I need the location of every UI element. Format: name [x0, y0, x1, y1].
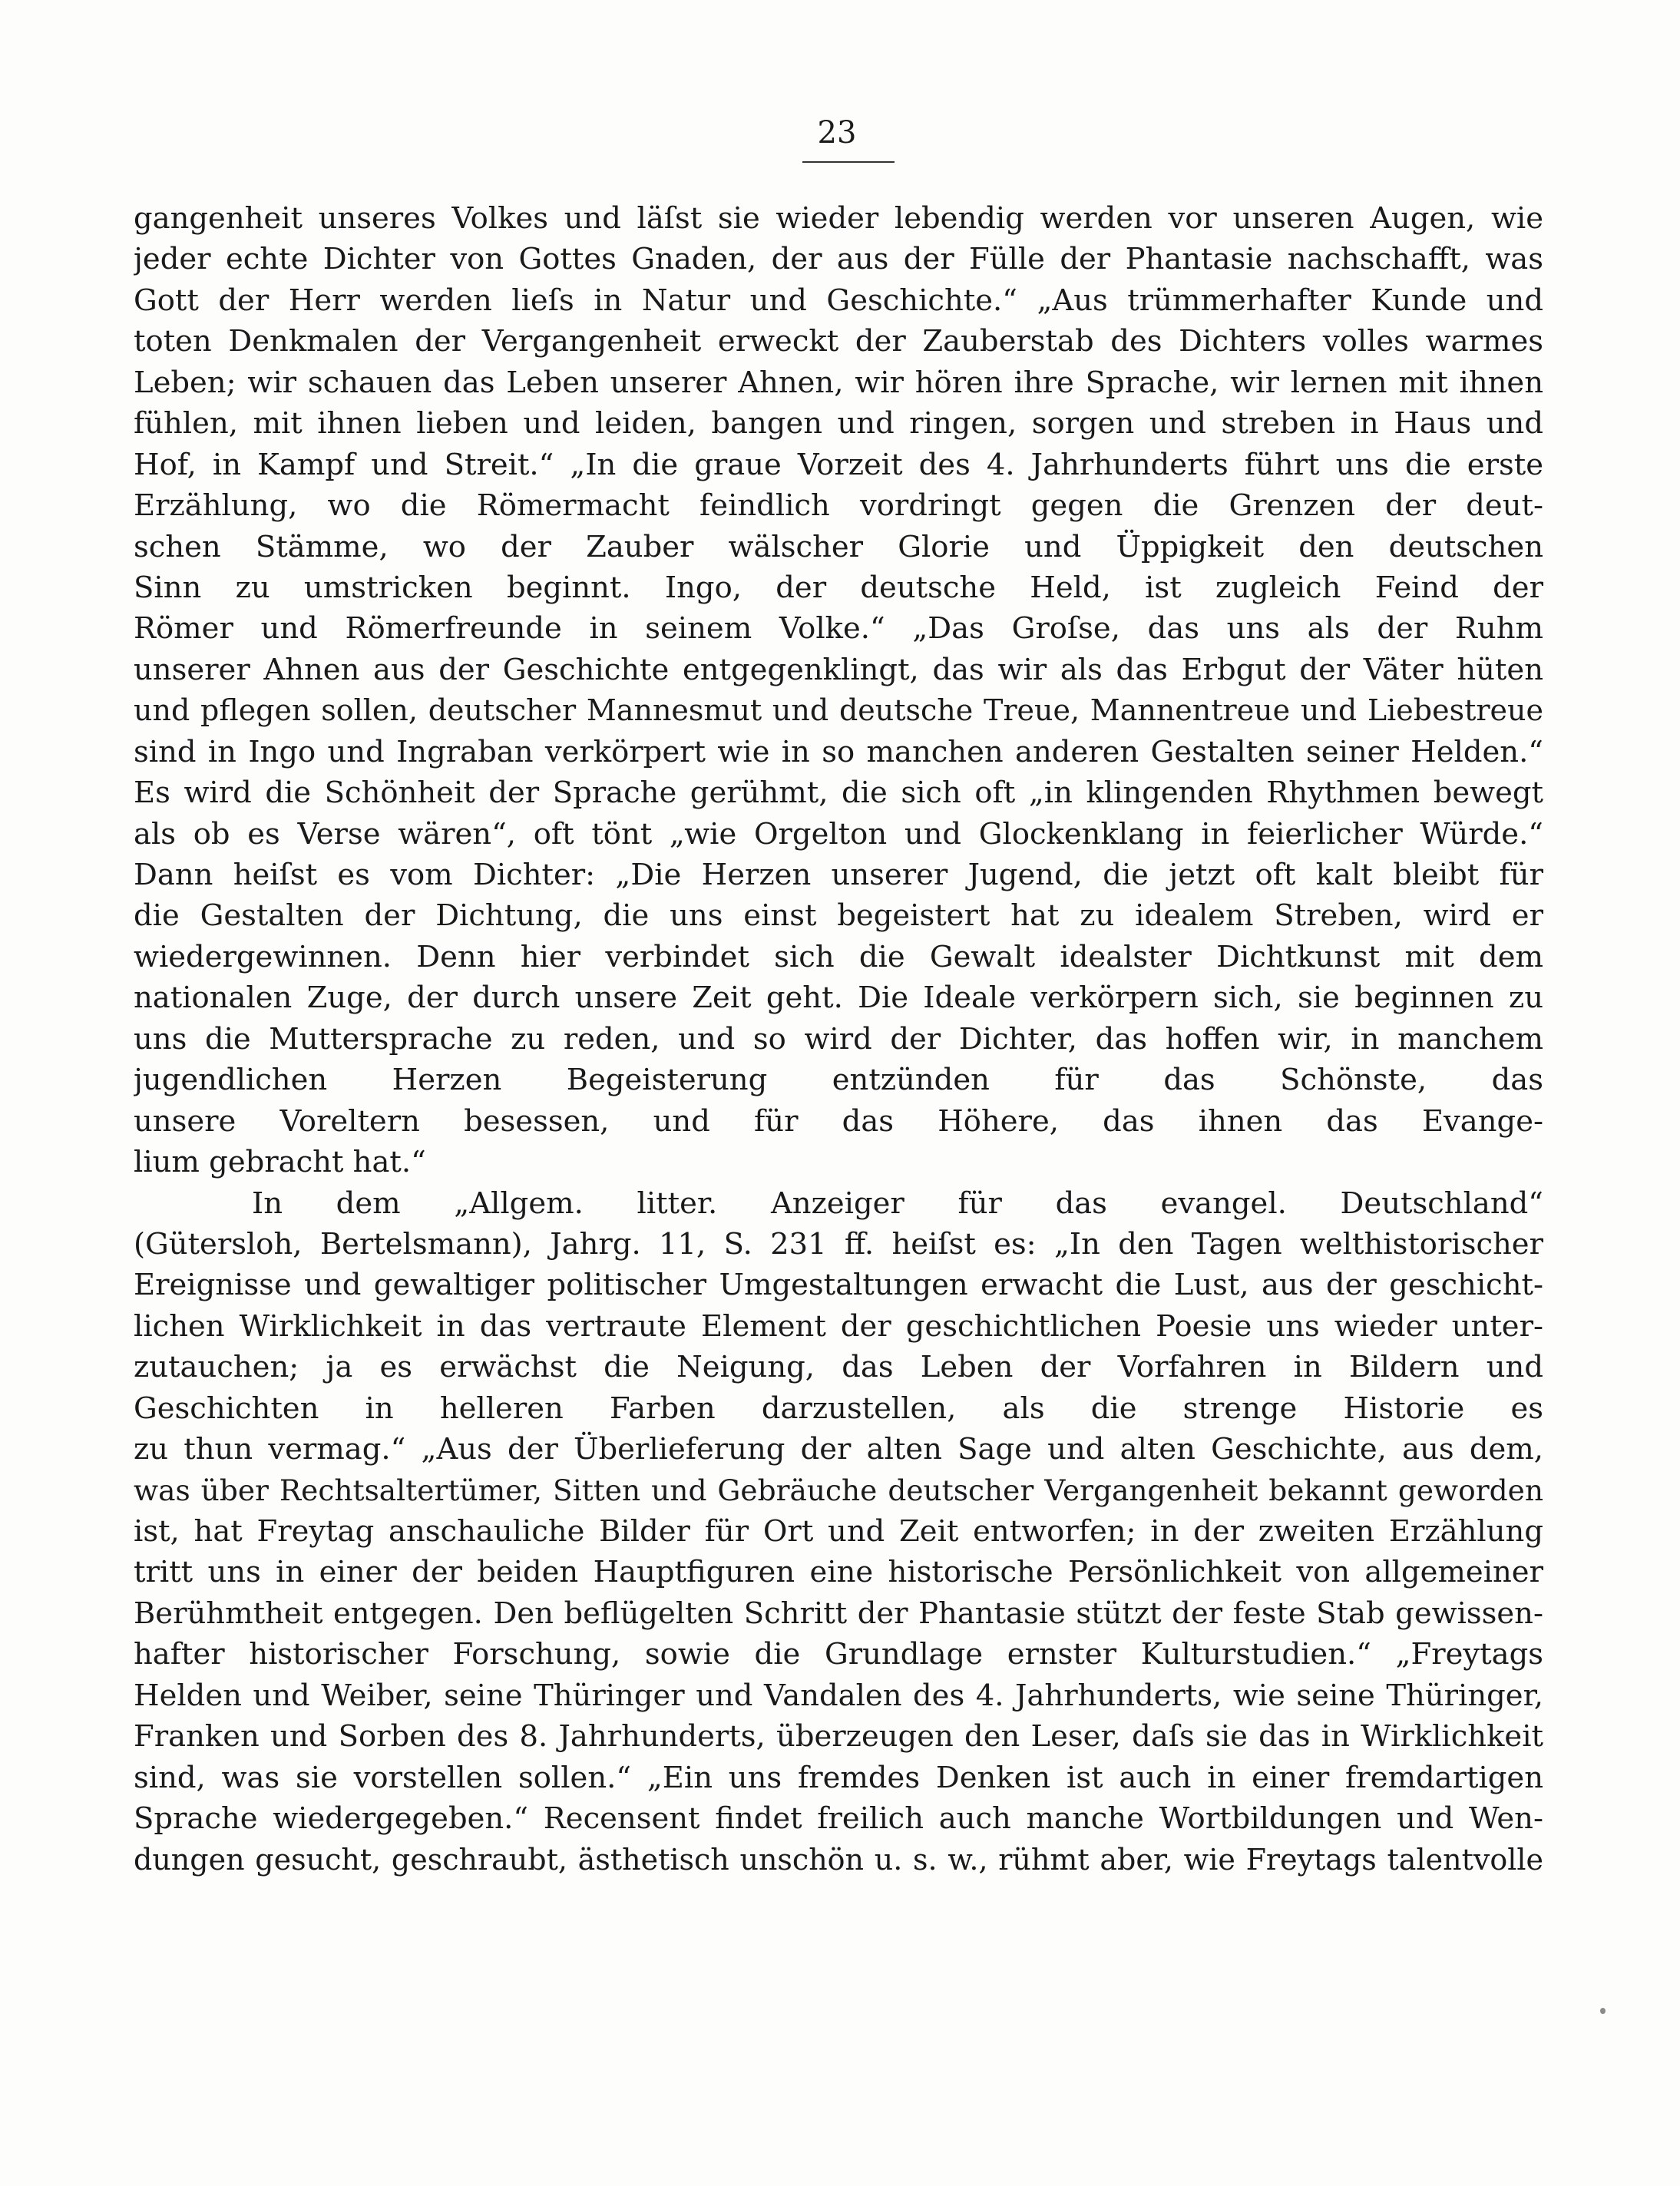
text-line: jugendlichen Herzen Begeisterung entzünden für das Schönste, das [134, 1063, 1543, 1098]
text-line: nationalen Zuge, der durch unsere Zeit geht. Die Ideale verkörpern sich, sie beginnen zu [134, 981, 1543, 1016]
text-line: toten Denkmalen der Vergangenheit erweckt der Zauberstab des Dichters volles warmes [134, 324, 1543, 359]
text-line: unserer Ahnen aus der Geschichte entgegenklingt, das wir als das Erbgut der Väter hüten [134, 652, 1543, 687]
text-line: fühlen, mit ihnen lieben und leiden, bangen und ringen, sorgen und streben in Haus und [134, 406, 1543, 441]
text-line: gangenheit unseres Volkes und läſst sie wieder lebendig werden vor unseren Augen, wie [134, 201, 1543, 236]
page-number: 23 [817, 115, 857, 150]
text-line: Geschichten in helleren Farben darzustellen, als die strenge Historie es [134, 1391, 1543, 1426]
text-line: tritt uns in einer der beiden Hauptfiguren eine historische Persönlichkeit von allgemeiner [134, 1555, 1543, 1590]
text-line: Berühmtheit entgegen. Den beflügelten Schritt der Phantasie stützt der feste Stab gewissen- [134, 1596, 1543, 1631]
text-line: (Gütersloh, Bertelsmann), Jahrg. 11, S. 231 ff. heiſst es: „In den Tagen welthistorischer [134, 1226, 1543, 1262]
text-line: uns die Muttersprache zu reden, und so wird der Dichter, das hoffen wir, in manchem [134, 1021, 1543, 1057]
text-line: dungen gesucht, geschraubt, ästhetisch unschön u. s. w., rühmt aber, wie Freytags talentvolle [134, 1842, 1543, 1877]
text-line: Erzählung, wo die Römermacht feindlich vordringt gegen die Grenzen der deut- [134, 488, 1543, 524]
text-line: unsere Voreltern besessen, und für das Höhere, das ihnen das Evange- [134, 1103, 1543, 1139]
text-line: lichen Wirklichkeit in das vertraute Element der geschichtlichen Poesie uns wieder unter- [134, 1308, 1543, 1344]
text-line: als ob es Verse wären“, oft tönt „wie Orgelton und Glockenklang in feierlicher Würde.“ [134, 816, 1543, 852]
text-line: Gott der Herr werden lieſs in Natur und Geschichte.“ „Aus trümmerhafter Kunde und [134, 283, 1543, 318]
text-line: Franken und Sorben des 8. Jahrhunderts, überzeugen den Leser, daſs sie das in Wirklichkeit [134, 1719, 1543, 1754]
text-line: Leben; wir schauen das Leben unserer Ahnen, wir hören ihre Sprache, wir lernen mit ihnen [134, 365, 1543, 400]
text-line: In dem „Allgem. litter. Anzeiger für das evangel. Deutschland“ [252, 1186, 1543, 1221]
body-text [134, 198, 1543, 1880]
text-line: jeder echte Dichter von Gottes Gnaden, der aus der Fülle der Phantasie nachschafft, was [134, 242, 1543, 277]
text-line: was über Rechtsaltertümer, Sitten und Gebräuche deutscher Vergangenheit bekannt geworden [134, 1473, 1543, 1507]
text-line: Sprache wiedergegeben.“ Recensent findet freilich auch manche Wortbildungen und Wen- [134, 1801, 1543, 1837]
text-line: schen Stämme, wo der Zauber wälscher Glorie und Üppigkeit den deutschen [134, 529, 1543, 564]
text-line: Sinn zu umstricken beginnt. Ingo, der deutsche Held, ist zugleich Feind der [134, 570, 1543, 605]
paper-speck [1600, 2008, 1606, 2014]
text-line: sind in Ingo und Ingraban verkörpert wie in so manchen anderen Gestalten seiner Helden.“ [134, 734, 1543, 769]
text-line: Ereignisse und gewaltiger politischer Umgestaltungen erwacht die Lust, aus der geschicht- [134, 1268, 1543, 1303]
text-line: hafter historischer Forschung, sowie die Grundlage ernster Kulturstudien.“ „Freytags [134, 1637, 1543, 1672]
page-number-rule [802, 161, 895, 163]
text-line: ist, hat Freytag anschauliche Bilder für Ort und Zeit entworfen; in der zweiten Erzählung [134, 1514, 1543, 1549]
text-line: Es wird die Schönheit der Sprache gerühmt, die sich oft „in klingenden Rhythmen bewegt [134, 776, 1543, 811]
text-line: wiedergewinnen. Denn hier verbindet sich die Gewalt idealster Dichtkunst mit dem [134, 939, 1543, 974]
text-line: zu thun vermag.“ „Aus der Überlieferung der alten Sage und alten Geschichte, aus dem, [134, 1432, 1543, 1467]
text-line: lium gebracht hat.“ [134, 1145, 426, 1180]
text-line: zutauchen; ja es erwächst die Neigung, das Leben der Vorfahren in Bildern und [134, 1350, 1543, 1385]
text-line: Hof, in Kampf und Streit.“ „In die graue Vorzeit des 4. Jahrhunderts führt uns die erste [134, 447, 1543, 482]
text-line: sind, was sie vorstellen sollen.“ „Ein uns fremdes Denken ist auch in einer fremdartigen [134, 1760, 1543, 1795]
text-line: Römer und Römerfreunde in seinem Volke.“ „Das Groſse, das uns als der Ruhm [134, 611, 1543, 647]
text-line: die Gestalten der Dichtung, die uns einst begeistert hat zu idealem Streben, wird er [134, 898, 1543, 934]
text-line: Dann heiſst es vom Dichter: „Die Herzen unserer Jugend, die jetzt oft kalt bleibt für [134, 858, 1543, 892]
text-line: und pflegen sollen, deutscher Mannesmut und deutsche Treue, Mannentreue und Liebestreue [134, 693, 1543, 728]
text-line: Helden und Weiber, seine Thüringer und Vandalen des 4. Jahrhunderts, wie seine Thüringer, [134, 1678, 1543, 1713]
